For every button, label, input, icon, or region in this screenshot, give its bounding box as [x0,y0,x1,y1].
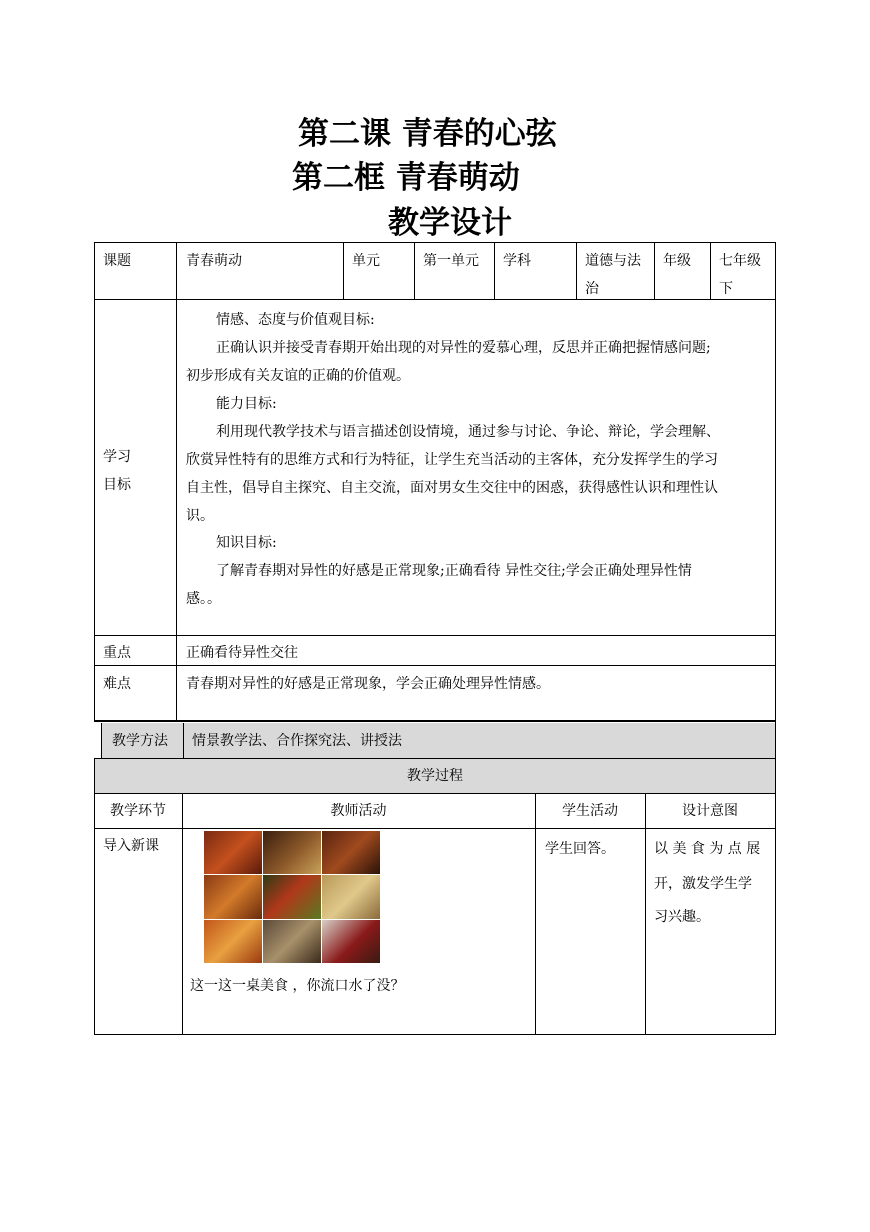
difficulty-label: 难点 [103,676,131,692]
objective-line: 情感、态度与价值观目标: [216,312,375,328]
unit-label: 单元 [352,253,380,269]
objective-line: 正确认识并接受青春期开始出现的对异性的爱慕心理，反思并正确把握情感问题; [216,340,711,356]
objective-line: 自主性，倡导自主探究、自主交流，面对男女生交往中的困惑，获得感性认识和理性认 [186,480,718,496]
objectives-label-line1: 学习 [103,449,131,465]
objective-line: 欣赏异性特有的思维方式和行为特征，让学生充当活动的主客体，充分发挥学生的学习 [186,452,718,468]
key-point-label: 重点 [103,645,131,661]
grade-value-line1: 七年级 [719,253,761,269]
objectives-label-line2: 目标 [103,477,131,493]
subject-label: 学科 [503,253,531,269]
grade-value-line2: 下 [719,281,733,297]
food-collage-image [204,831,380,963]
lesson-title: 第二课 青春的心弦 [298,116,557,152]
intent-line2: 开，激发学生学 [654,876,752,892]
objective-line: 能力目标: [216,396,277,412]
method-value: 情景教学法、合作探究法、讲授法 [192,733,402,749]
objective-line: 知识目标: [216,535,277,551]
process-title: 教学过程 [407,768,463,784]
unit-value: 第一单元 [423,253,479,269]
objective-line: 识。 [186,508,214,524]
objective-line: 初步形成有关友谊的正确的价值观。 [186,368,410,384]
subject-value-line2: 治 [585,281,599,297]
method-label: 教学方法 [112,733,168,749]
doc-title: 教学设计 [388,205,512,241]
key-point-value: 正确看待异性交往 [186,645,298,661]
objective-line: 了解青春期对异性的好感是正常现象;正确看待 异性交往;学会正确处理异性情 [216,563,692,579]
section-title: 第二框 青春萌动 [292,160,520,196]
difficulty-value: 青春期对异性的好感是正常现象，学会正确处理异性情感。 [186,676,550,692]
student-activity: 学生回答。 [545,841,615,857]
intent-line3: 习兴趣。 [654,909,710,925]
topic-label: 课题 [103,253,131,269]
header-teacher: 教师活动 [330,803,387,819]
topic-value: 青春萌动 [186,253,242,269]
intent-line1: 以 美 食 为 点 展 [654,841,761,857]
objective-line: 感。。 [186,591,221,607]
header-intent: 设计意图 [682,803,738,819]
subject-value-line1: 道德与法 [585,253,641,269]
objective-line: 利用现代教学技术与语言描述创设情境，通过参与讨论、争论、辩论，学会理解、 [216,424,720,440]
teacher-caption: 这一这一桌美食 ，你流口水了没？ [190,978,405,994]
stage-intro: 导入新课 [103,838,159,854]
grade-label: 年级 [663,253,691,269]
header-stage: 教学环节 [110,803,166,819]
header-student: 学生活动 [562,803,618,819]
